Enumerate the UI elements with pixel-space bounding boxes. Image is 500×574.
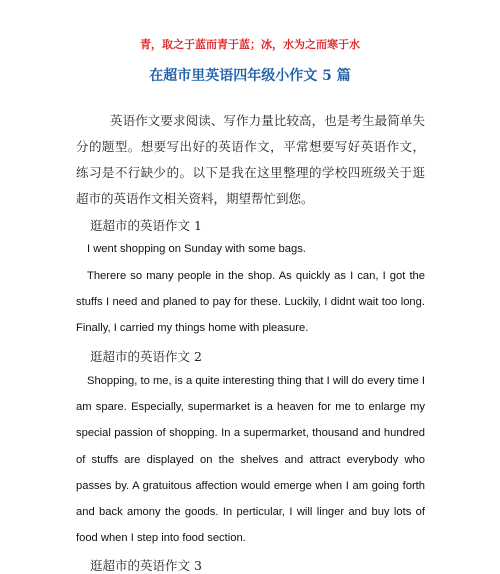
essay-1-first-line: I went shopping on Sunday with some bags. [87, 243, 306, 255]
essay-heading-2: 逛超市的英语作文 2 [90, 349, 202, 364]
page-title: 在超市里英语四年级小作文 5 篇 [149, 68, 351, 84]
header-quote: 青，取之于蓝而青于蓝；冰，水为之而寒于水 [140, 38, 360, 51]
essay-heading-1: 逛超市的英语作文 1 [90, 218, 202, 233]
intro-paragraph: 英语作文要求阅读、写作力量比较高，也是考生最简单失分的题型。想要写出好的英语作文，平常想要写好英语作文，练习是不行缺少的。以下是我在这里整理的学校四班级关于逛超市的英语作文相关资料，期望帮忙到您。 [76, 113, 425, 206]
essay-2-paragraph: Shopping, to me, is a quite interesting thing that I will do every time I am spare. Especially, supermarket is a heaven for me to enlarge my special passion of shopping. In a supermarket, thousand and hundred of stuffs are displayed on the shelves and attract everybody who passes by. A gratuitous affection would emerge when I am going forth and back amony the goods. In perticular, I will linger and buy lots of food when I step into food section. [76, 375, 425, 545]
essay-heading-3: 逛超市的英语作文 3 [90, 558, 202, 573]
essay-1-paragraph: Therere so many people in the shop. As quickly as I can, I got the stuffs I need and planed to pay for these. Luckily, I didnt wait too long. Finally, I carried my things home with pleasure. [76, 270, 425, 335]
